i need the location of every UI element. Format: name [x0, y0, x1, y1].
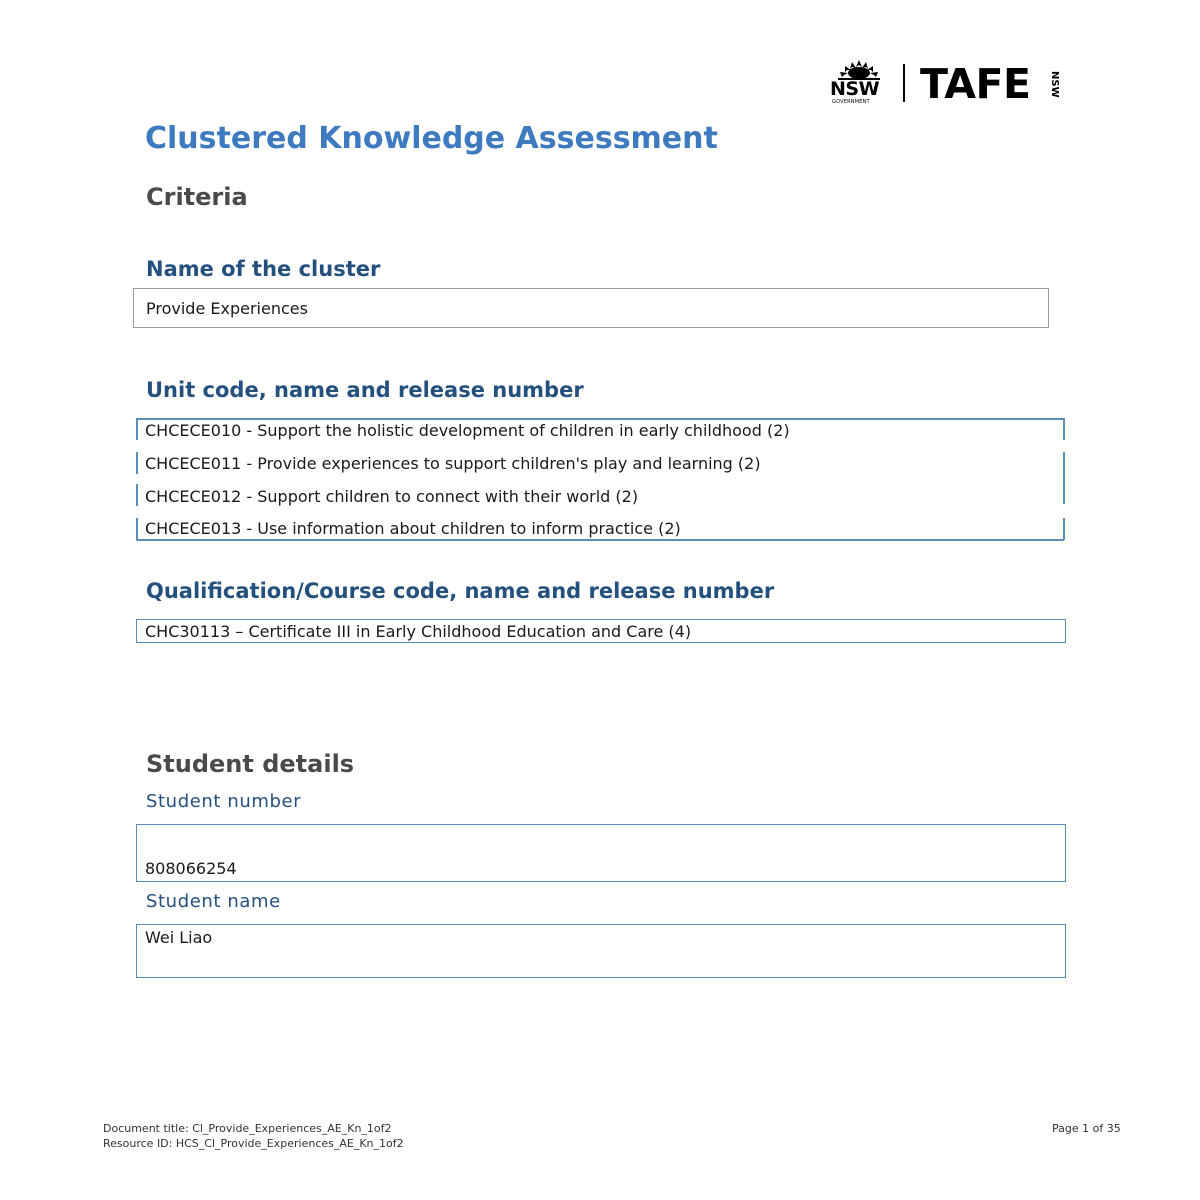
qualification-value: CHC30113 – Certificate III in Early Childhood Education and Care (4): [145, 622, 692, 641]
student-number-label: Student number: [146, 791, 302, 812]
unit-item: CHCECE011 - Provide experiences to support children's play and learning (2): [145, 454, 761, 473]
cluster-name-box: [133, 288, 1049, 328]
cluster-heading: Name of the cluster: [146, 257, 381, 281]
box-border-right: [1063, 418, 1065, 440]
unit-item: CHCECE010 - Support the holistic development of children in early childhood (2): [145, 421, 790, 440]
qualification-heading: Qualification/Course code, name and release number: [146, 579, 775, 603]
government-wordmark: GOVERNMENT: [832, 99, 870, 105]
tafe-wordmark: TAFE: [920, 60, 1031, 108]
box-border-top: [136, 418, 1064, 420]
logo-divider: [903, 64, 905, 102]
unit-heading: Unit code, name and release number: [146, 378, 584, 402]
cluster-name-value: Provide Experiences: [146, 299, 308, 318]
unit-item: CHCECE012 - Support children to connect with their world (2): [145, 487, 639, 506]
box-border-left: [136, 484, 138, 506]
box-border-right: [1063, 452, 1065, 504]
student-number-value: 808066254: [145, 859, 237, 878]
box-border-left: [136, 518, 138, 540]
student-details-heading: Student details: [146, 750, 355, 778]
footer-page-number: Page 1 of 35: [1052, 1122, 1121, 1135]
unit-item: CHCECE013 - Use information about children to inform practice (2): [145, 519, 681, 538]
qualification-box: [136, 619, 1066, 643]
box-border-right: [1063, 518, 1065, 540]
student-name-label: Student name: [146, 891, 281, 912]
footer-document-title: Document title: Cl_Provide_Experiences_AE_Kn_1of2: [103, 1122, 392, 1135]
student-name-field[interactable]: [136, 924, 1066, 978]
unit-list-box: [136, 418, 1064, 540]
page-title: Clustered Knowledge Assessment: [145, 121, 718, 156]
box-border-left: [136, 452, 138, 474]
tafe-nsw-vertical-text: NSW: [1049, 71, 1060, 98]
tafe-nsw-logo: [828, 58, 1090, 108]
footer-resource-id: Resource ID: HCS_Cl_Provide_Experiences_AE_Kn_1of2: [103, 1137, 404, 1150]
nsw-wordmark: NSW: [830, 78, 880, 100]
box-border-bottom: [136, 539, 1064, 541]
student-number-field[interactable]: [136, 824, 1066, 882]
student-name-value: Wei Liao: [145, 928, 213, 947]
criteria-heading: Criteria: [146, 183, 248, 211]
box-border-left: [136, 418, 138, 440]
